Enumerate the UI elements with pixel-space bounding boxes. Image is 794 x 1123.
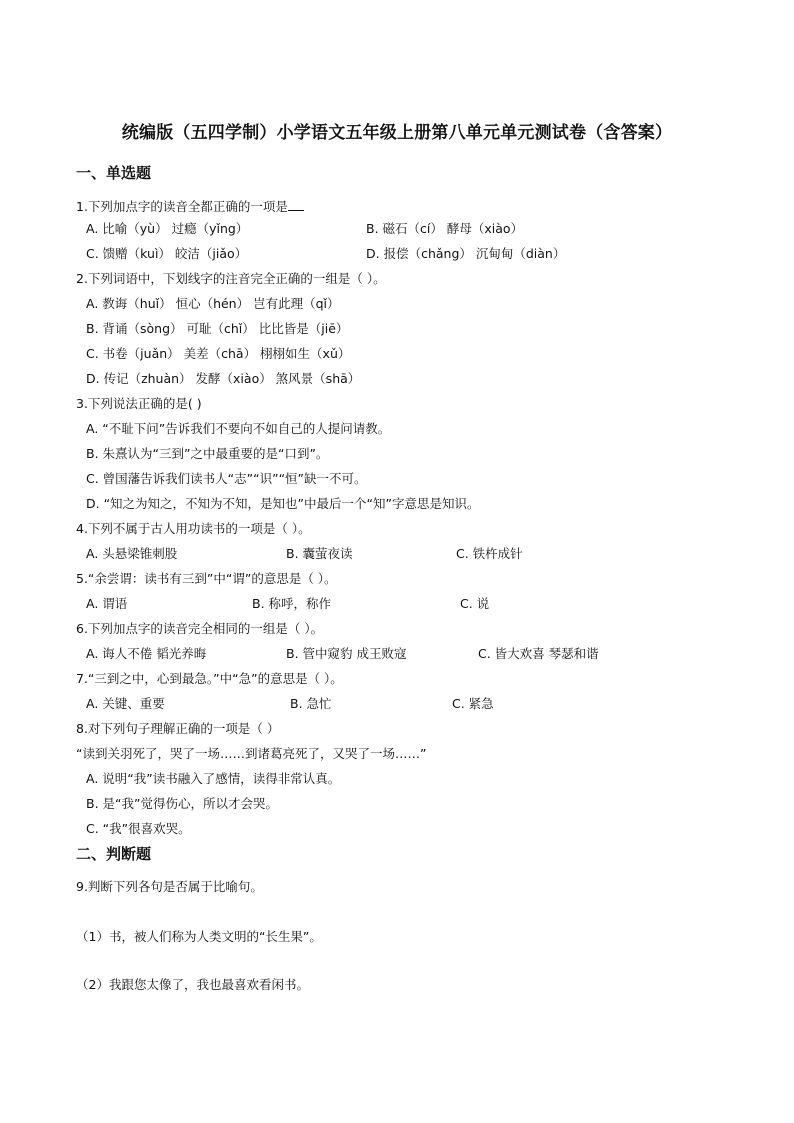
question-2-option-d: D. 传记（zhuàn） 发酵（xiào） 煞风景（shā）: [86, 371, 361, 386]
question-6-option-a: A. 诲人不倦 韬光养晦: [86, 646, 207, 661]
question-9-item-2: （2）我跟您太像了，我也最喜欢看闲书。: [76, 977, 309, 992]
question-4-option-a: A. 头悬梁锥刺股: [86, 546, 178, 561]
question-3-option-b: B. 朱熹认为“三到”之中最重要的是“口到”。: [86, 446, 329, 461]
question-8-option-b: B. 是“我”觉得伤心，所以才会哭。: [86, 796, 278, 811]
question-5-option-c: C. 说: [460, 596, 490, 611]
question-2-option-c: C. 书卷（juǎn） 美差（chā） 栩栩如生（xǔ）: [86, 346, 351, 361]
question-5-option-a: A. 谓语: [86, 596, 128, 611]
question-1-option-d: D. 报偿（chǎng） 沉甸甸（diàn）: [366, 246, 566, 261]
question-7-option-a: A. 关键、重要: [86, 696, 165, 711]
question-8-option-a: A. 说明“我”读书融入了感情，读得非常认真。: [86, 771, 341, 786]
question-7-stem: 7.“三到之中，心到最急。”中“急”的意思是（ ）。: [76, 671, 343, 686]
question-6-stem: 6.下列加点字的读音完全相同的一组是（ ）。: [76, 621, 324, 636]
question-2-stem: 2.下列词语中，下划线字的注音完全正确的一组是（ ）。: [76, 271, 386, 286]
section-heading-single-choice: 一、单选题: [76, 164, 152, 182]
question-5-option-b: B. 称呼，称作: [252, 596, 332, 611]
question-1-stem: 1.下列加点字的读音全都正确的一项是: [76, 198, 304, 215]
question-3-option-d: D. “知之为知之，不知为不知，是知也”中最后一个“知”字意思是知识。: [86, 496, 480, 511]
question-6-option-b: B. 管中窥豹 成王败寇: [286, 646, 407, 661]
question-6-option-c: C. 皆大欢喜 琴瑟和谐: [478, 646, 599, 661]
question-3-option-c: C. 曾国藩告诉我们读书人“志”“识”“恒”缺一不可。: [86, 471, 367, 486]
answer-blank: [288, 198, 304, 211]
question-8-quote: “读到关羽死了，哭了一场……到诸葛亮死了，又哭了一场……”: [76, 746, 427, 761]
question-7-option-c: C. 紧急: [452, 696, 494, 711]
question-9-stem: 9.判断下列各句是否属于比喻句。: [76, 879, 263, 894]
question-4-option-b: B. 囊萤夜读: [286, 546, 353, 561]
question-2-option-b: B. 背诵（sòng） 可耻（chǐ） 比比皆是（jiē）: [86, 321, 349, 336]
question-8-stem: 8.对下列句子理解正确的一项是（ ）: [76, 721, 280, 736]
question-5-stem: 5.“余尝谓：读书有三到”中“谓”的意思是（ ）。: [76, 571, 337, 586]
section-heading-true-false: 二、判断题: [76, 845, 152, 863]
question-4-stem: 4.下列不属于古人用功读书的一项是（ ）。: [76, 521, 311, 536]
question-8-option-c: C. “我”很喜欢哭。: [86, 821, 191, 836]
question-3-option-a: A. “不耻下问”告诉我们不要向不如自己的人提问请教。: [86, 421, 391, 436]
question-2-option-a: A. 教诲（huǐ） 恒心（hén） 岂有此理（qǐ）: [86, 296, 340, 311]
question-4-option-c: C. 铁杵成针: [456, 546, 523, 561]
question-7-option-b: B. 急忙: [290, 696, 332, 711]
question-1-option-c: C. 馈赠（kuì） 皎洁（jiǎo）: [86, 246, 248, 261]
question-3-stem: 3.下列说法正确的是( ): [76, 396, 202, 411]
document-title: 统编版（五四学制）小学语文五年级上册第八单元单元测试卷（含答案）: [121, 123, 673, 143]
question-9-item-1: （1）书，被人们称为人类文明的“长生果”。: [76, 929, 322, 944]
question-1-option-a: A. 比喻（yù） 过瘾（yǐng）: [86, 221, 249, 236]
question-1-option-b: B. 磁石（cí） 酵母（xiào）: [366, 221, 524, 236]
